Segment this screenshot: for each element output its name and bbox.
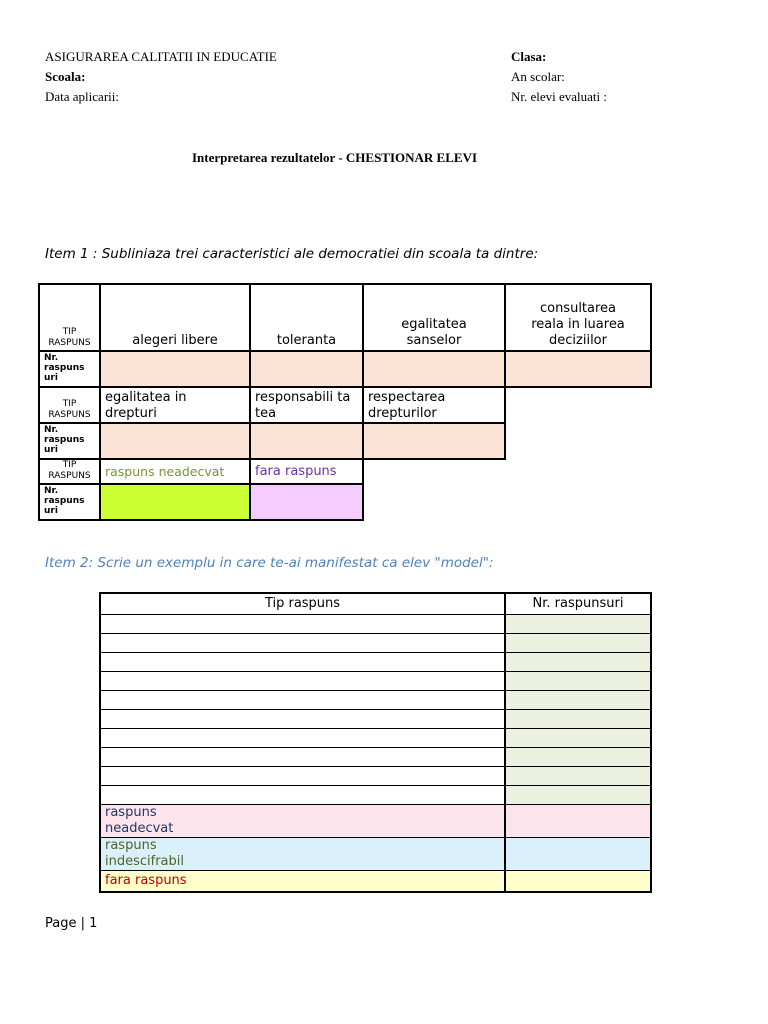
answer-type-cell[interactable] [100,709,505,728]
answer-count-cell[interactable] [505,633,651,652]
count-cell[interactable] [250,423,363,459]
row-no-answer [100,870,651,892]
item1-row1-headers [39,284,651,351]
table-row [100,709,651,728]
table-row [100,614,651,633]
row-label-nr: Nr. raspuns uri [39,484,100,520]
header-institution: ASIGURAREA CALITATII IN EDUCATIE [45,49,277,64]
answer-type-cell[interactable] [100,766,505,785]
count-cell[interactable] [250,351,363,387]
item1-title: Item 1 : Subliniaza trei caracteristici ale democratiei din scoala ta dintre: [45,246,539,262]
header-school-year-label: An scolar: [511,69,565,84]
row-inadequate-answer [100,804,651,837]
row-label-nr: Nr. raspuns uri [39,351,100,387]
row-label-nr: Nr. raspuns uri [39,423,100,459]
table-row [100,747,651,766]
page-number: Page | 1 [45,916,98,931]
answer-type-cell[interactable] [100,652,505,671]
option-header-no-answer: fara raspuns [250,459,363,484]
answer-type-cell[interactable] [100,671,505,690]
table-row [100,728,651,747]
option-header: egalitatea in drepturi [100,387,250,423]
option-header: respectarea drepturilor [363,387,505,423]
column-header: Nr. raspunsuri [505,593,651,614]
item1-row2-headers [39,387,651,423]
count-cell[interactable] [250,484,363,520]
item1-row3-headers [39,459,651,484]
count-cell[interactable] [505,351,651,387]
count-cell[interactable] [363,423,505,459]
item1-table [38,283,652,521]
table-row [100,766,651,785]
header-school-label: Scoala: [45,69,86,84]
item1-row2-counts [39,423,651,459]
answer-count-cell[interactable] [505,690,651,709]
option-header: consultarea reala in luarea deciziilor [505,284,651,351]
document-title: Interpretarea rezultatelor - CHESTIONAR ELEVI [192,150,478,165]
header-class-label: Clasa: [511,49,547,64]
answer-count-cell[interactable] [505,766,651,785]
answer-count-cell[interactable] [505,870,651,892]
table-row [100,652,651,671]
row-label-tip: TIP RASPUNS [39,459,100,484]
answer-count-cell[interactable] [505,728,651,747]
answer-type-label: raspuns neadecvat [100,804,505,837]
row-label-tip: TIP RASPUNS [39,387,100,423]
answer-count-cell[interactable] [505,804,651,837]
answer-count-cell[interactable] [505,837,651,870]
answer-count-cell[interactable] [505,785,651,804]
header-students-count-label: Nr. elevi evaluati : [511,89,608,104]
header-date-label: Data aplicarii: [45,89,119,104]
item1-row1-counts [39,351,651,387]
table-row [100,671,651,690]
answer-type-cell[interactable] [100,728,505,747]
answer-type-label: fara raspuns [100,870,505,892]
item2-title: Item 2: Scrie un exemplu in care te-ai manifestat ca elev "model": [45,555,494,571]
answer-count-cell[interactable] [505,614,651,633]
answer-type-cell[interactable] [100,747,505,766]
option-header-inadequate: raspuns neadecvat [100,459,250,484]
count-cell[interactable] [363,351,505,387]
item2-header-row [100,593,651,614]
option-header: toleranta [250,284,363,351]
option-header: egalitatea sanselor [363,284,505,351]
count-cell[interactable] [100,423,250,459]
answer-type-cell[interactable] [100,633,505,652]
table-row [100,690,651,709]
option-header: alegeri libere [100,284,250,351]
answer-type-cell[interactable] [100,690,505,709]
row-illegible-answer [100,837,651,870]
count-cell[interactable] [100,484,250,520]
table-row [100,785,651,804]
answer-count-cell[interactable] [505,709,651,728]
item1-row3-counts [39,484,651,520]
item2-table [99,592,652,893]
table-row [100,633,651,652]
row-label-tip: TIP RASPUNS [39,284,100,351]
answer-count-cell[interactable] [505,652,651,671]
option-header: responsabili tatea [250,387,363,423]
answer-type-label: raspuns indescifrabil [100,837,505,870]
answer-count-cell[interactable] [505,671,651,690]
count-cell[interactable] [100,351,250,387]
answer-type-cell[interactable] [100,785,505,804]
answer-type-cell[interactable] [100,614,505,633]
answer-count-cell[interactable] [505,747,651,766]
column-header: Tip raspuns [100,593,505,614]
